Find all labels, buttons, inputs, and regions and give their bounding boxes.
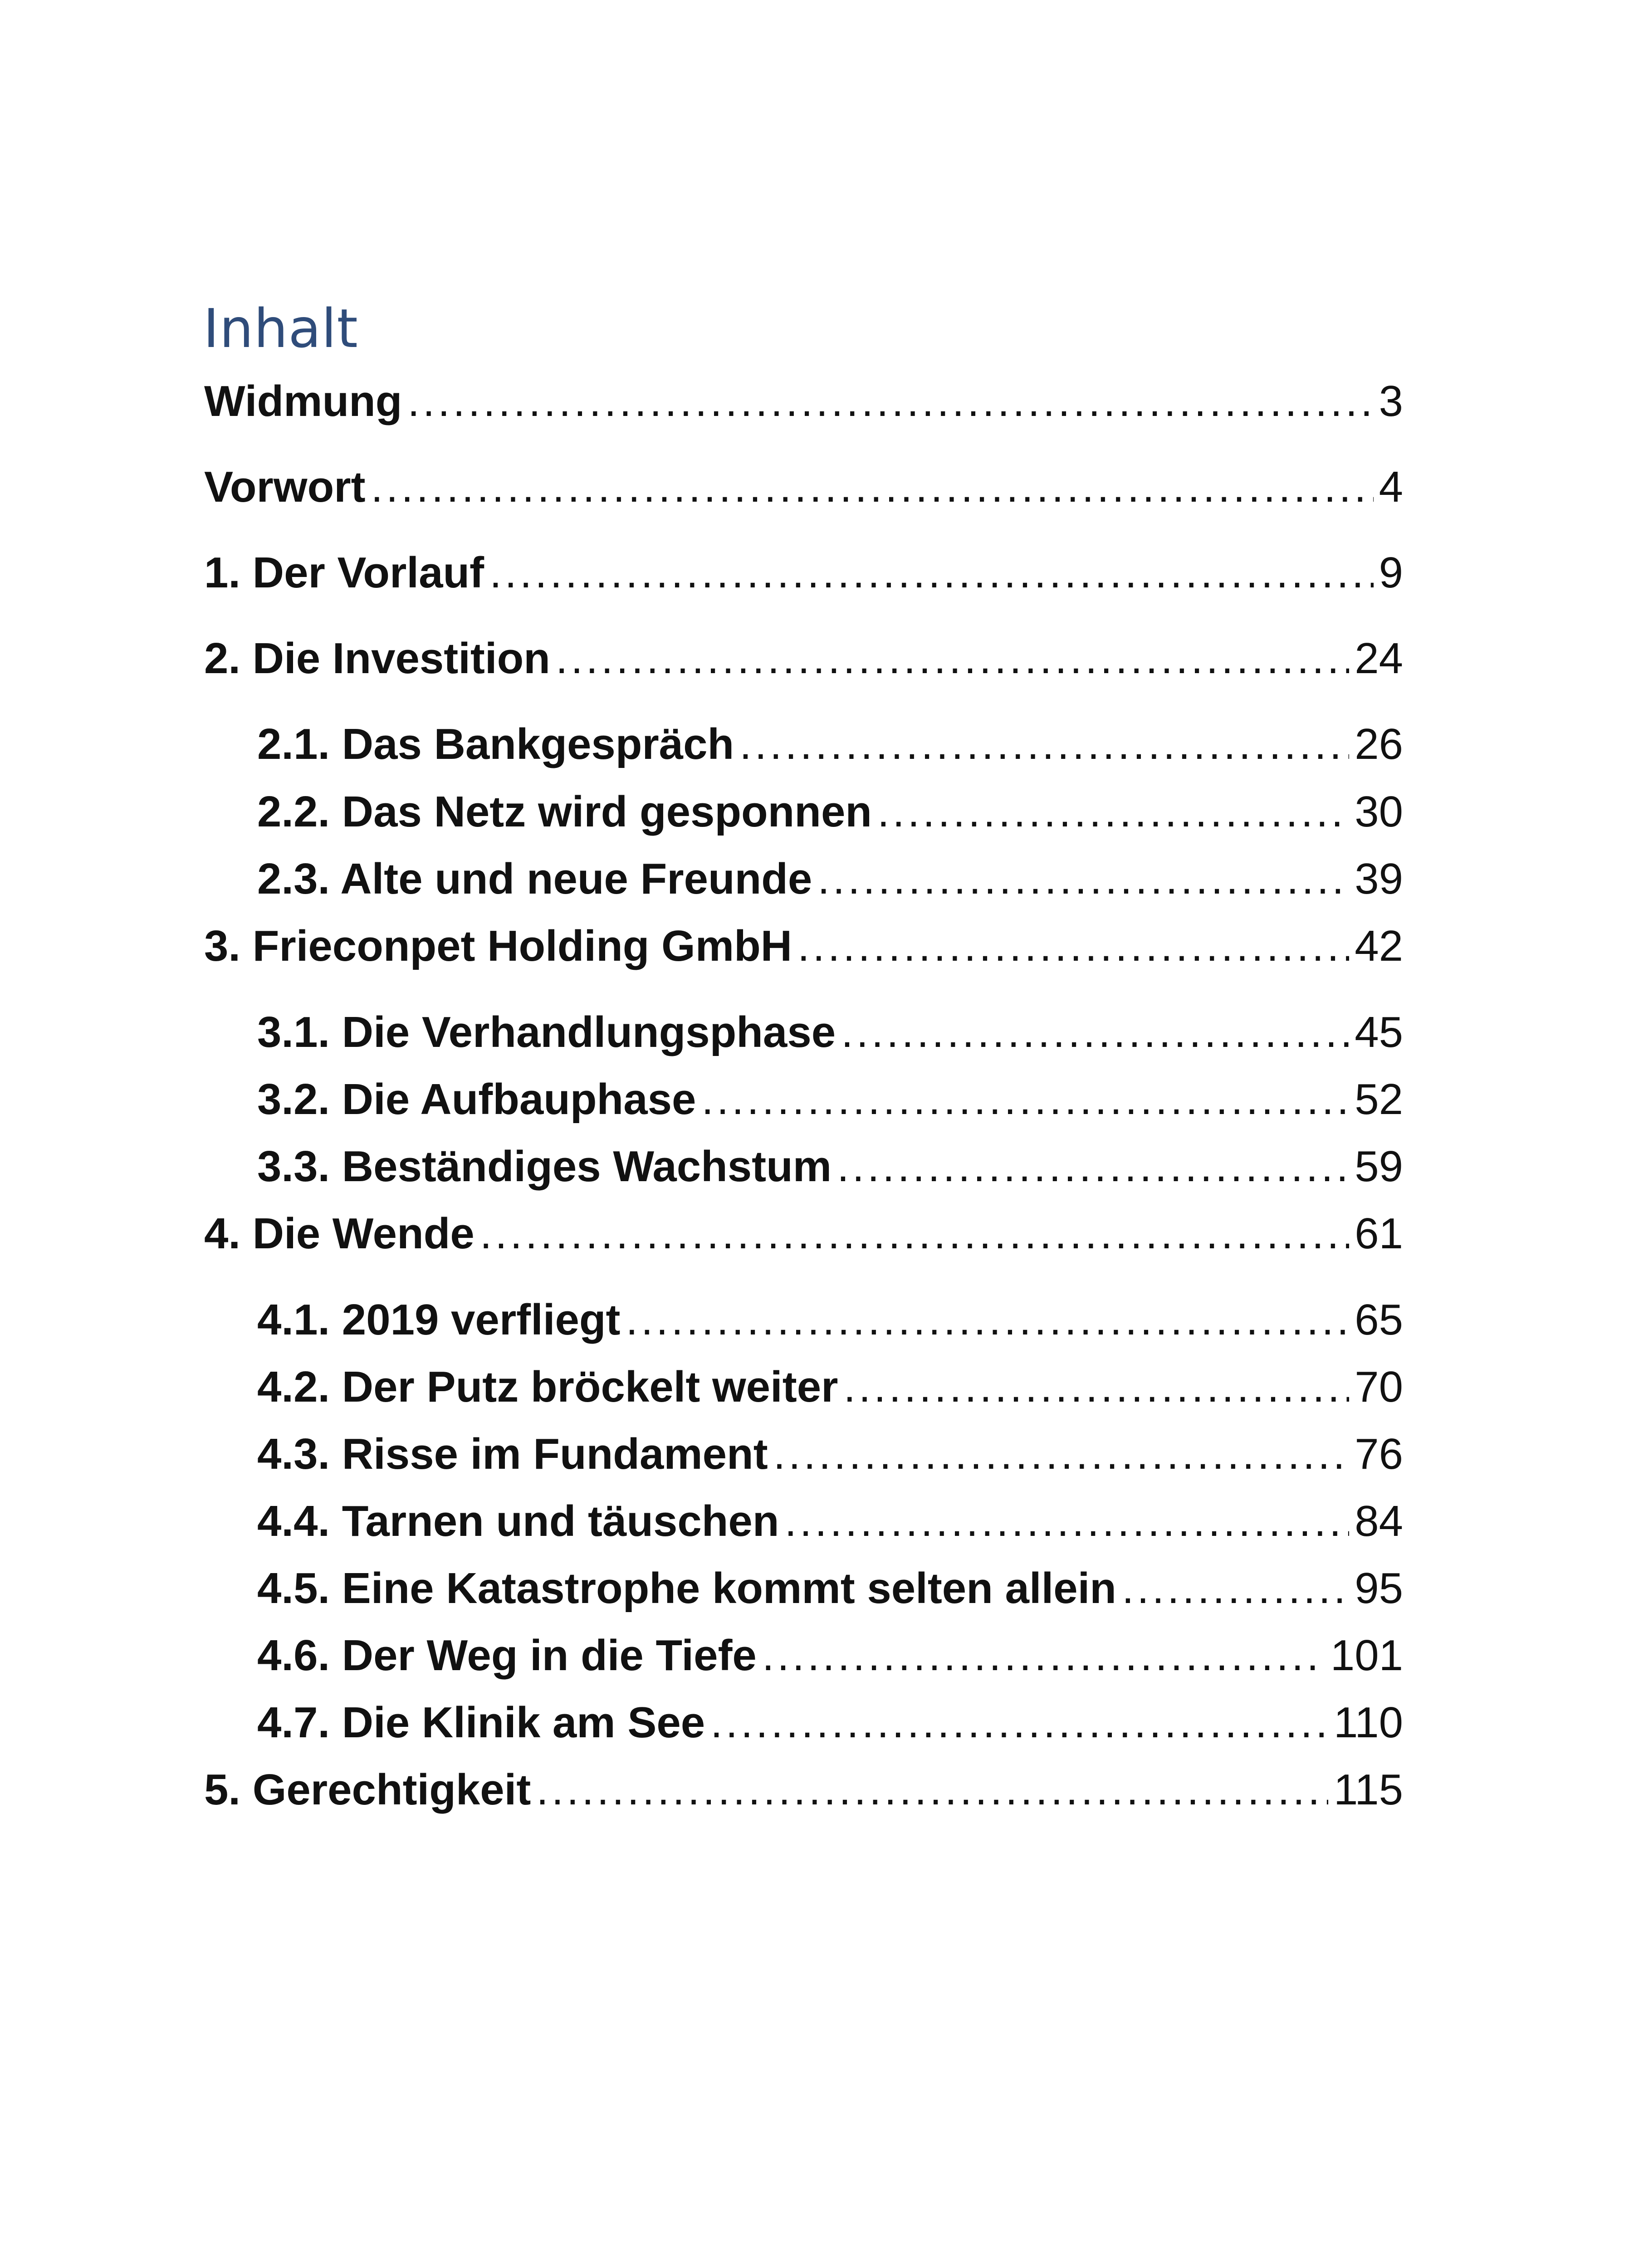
toc-entry-title: 1. Der Vorlauf — [204, 548, 484, 597]
toc-entry-title: 4.5. Eine Katastrophe kommt selten allein — [257, 1564, 1116, 1613]
toc-dot-leader — [843, 1362, 1349, 1412]
toc-entry-title: 4.6. Der Weg in die Tiefe — [257, 1631, 757, 1680]
toc-entry[interactable] — [257, 787, 1403, 837]
toc-dot-leader — [407, 376, 1373, 426]
toc-dot-leader — [556, 634, 1349, 684]
toc-dot-leader — [877, 787, 1349, 837]
toc-entry-title: 4.1. 2019 verfliegt — [257, 1295, 621, 1344]
toc-entry-title: 4.2. Der Putz bröckelt weiter — [257, 1363, 838, 1411]
toc-entry-page: 39 — [1355, 855, 1403, 903]
toc-entry[interactable] — [257, 1362, 1403, 1412]
toc-dot-leader — [1122, 1564, 1349, 1613]
toc-entry-title: 5. Gerechtigkeit — [204, 1765, 531, 1814]
toc-dot-leader — [489, 548, 1374, 598]
toc-entry-page: 9 — [1379, 548, 1403, 597]
toc-entry-title: 4.4. Tarnen und täuschen — [257, 1497, 779, 1545]
toc-dot-leader — [710, 1698, 1328, 1748]
toc-entry[interactable] — [204, 921, 1403, 971]
toc-entry-page: 42 — [1355, 922, 1403, 970]
toc-entry[interactable] — [257, 1295, 1403, 1345]
toc-dot-leader — [784, 1496, 1349, 1546]
toc-entry-page: 45 — [1355, 1008, 1403, 1056]
toc-entry-page: 76 — [1355, 1430, 1403, 1478]
toc-entry[interactable] — [257, 854, 1403, 904]
toc-dot-leader — [626, 1295, 1349, 1345]
toc-entry[interactable] — [257, 1631, 1403, 1681]
toc-entry-title: 3.2. Die Aufbauphase — [257, 1075, 696, 1124]
toc-entry-title: 3. Frieconpet Holding GmbH — [204, 922, 792, 970]
toc-entry-title: 3.1. Die Verhandlungsphase — [257, 1008, 836, 1056]
toc-entry-title: Widmung — [204, 377, 402, 425]
toc-dot-leader — [480, 1209, 1349, 1259]
toc-entry[interactable] — [257, 1429, 1403, 1479]
toc-dot-leader — [841, 1007, 1349, 1057]
toc-entry-title: 4.3. Risse im Fundament — [257, 1430, 768, 1478]
toc-dot-leader — [371, 462, 1374, 512]
toc-entry[interactable] — [257, 1496, 1403, 1546]
toc-dot-leader — [739, 719, 1349, 769]
toc-entry-title: 4. Die Wende — [204, 1209, 475, 1258]
toc-entry-page: 26 — [1355, 720, 1403, 768]
toc-entry-title: Vorwort — [204, 463, 366, 511]
toc-entry-page: 3 — [1379, 377, 1403, 425]
toc-dot-leader — [817, 854, 1349, 904]
toc-entry-title: 4.7. Die Klinik am See — [257, 1698, 705, 1747]
toc-entry-page: 24 — [1355, 634, 1403, 683]
toc-dot-leader — [773, 1429, 1350, 1479]
toc-entry-page: 84 — [1355, 1497, 1403, 1545]
toc-entry-title: 2.2. Das Netz wird gesponnen — [257, 787, 872, 836]
toc-entry-title: 3.3. Beständiges Wachstum — [257, 1142, 832, 1191]
toc-entry[interactable] — [257, 1142, 1403, 1192]
toc-entry-page: 30 — [1355, 787, 1403, 836]
toc-dot-leader — [837, 1142, 1349, 1192]
toc-heading: Inhalt — [203, 297, 358, 360]
toc-dot-leader — [797, 921, 1349, 971]
toc-dot-leader — [701, 1075, 1349, 1124]
toc-entry-page: 59 — [1355, 1142, 1403, 1191]
toc-dot-leader — [536, 1765, 1328, 1815]
toc-entry[interactable] — [204, 376, 1403, 426]
toc-entry-page: 61 — [1355, 1209, 1403, 1258]
toc-entry-page: 115 — [1333, 1765, 1403, 1814]
toc-entry[interactable] — [204, 548, 1403, 598]
toc-entry[interactable] — [204, 462, 1403, 512]
toc-entry-page: 110 — [1333, 1698, 1403, 1747]
toc-entry[interactable] — [257, 1564, 1403, 1613]
toc-entry[interactable] — [257, 1698, 1403, 1748]
toc-entry-title: 2.3. Alte und neue Freunde — [257, 855, 812, 903]
toc-entry-page: 101 — [1330, 1631, 1403, 1680]
toc-dot-leader — [762, 1631, 1325, 1681]
toc-entry-page: 65 — [1355, 1295, 1403, 1344]
toc-entry-page: 4 — [1379, 463, 1403, 511]
toc-entry-page: 95 — [1355, 1564, 1403, 1613]
toc-entry-page: 70 — [1355, 1363, 1403, 1411]
toc-entry[interactable] — [204, 1209, 1403, 1259]
toc-entry[interactable] — [257, 719, 1403, 769]
toc-entry[interactable] — [204, 634, 1403, 684]
toc-entry-page: 52 — [1355, 1075, 1403, 1124]
toc-entry[interactable] — [257, 1075, 1403, 1124]
toc-entry-title: 2.1. Das Bankgespräch — [257, 720, 734, 768]
toc-entry[interactable] — [204, 1765, 1403, 1815]
toc-entry[interactable] — [257, 1007, 1403, 1057]
toc-entry-title: 2. Die Investition — [204, 634, 550, 683]
